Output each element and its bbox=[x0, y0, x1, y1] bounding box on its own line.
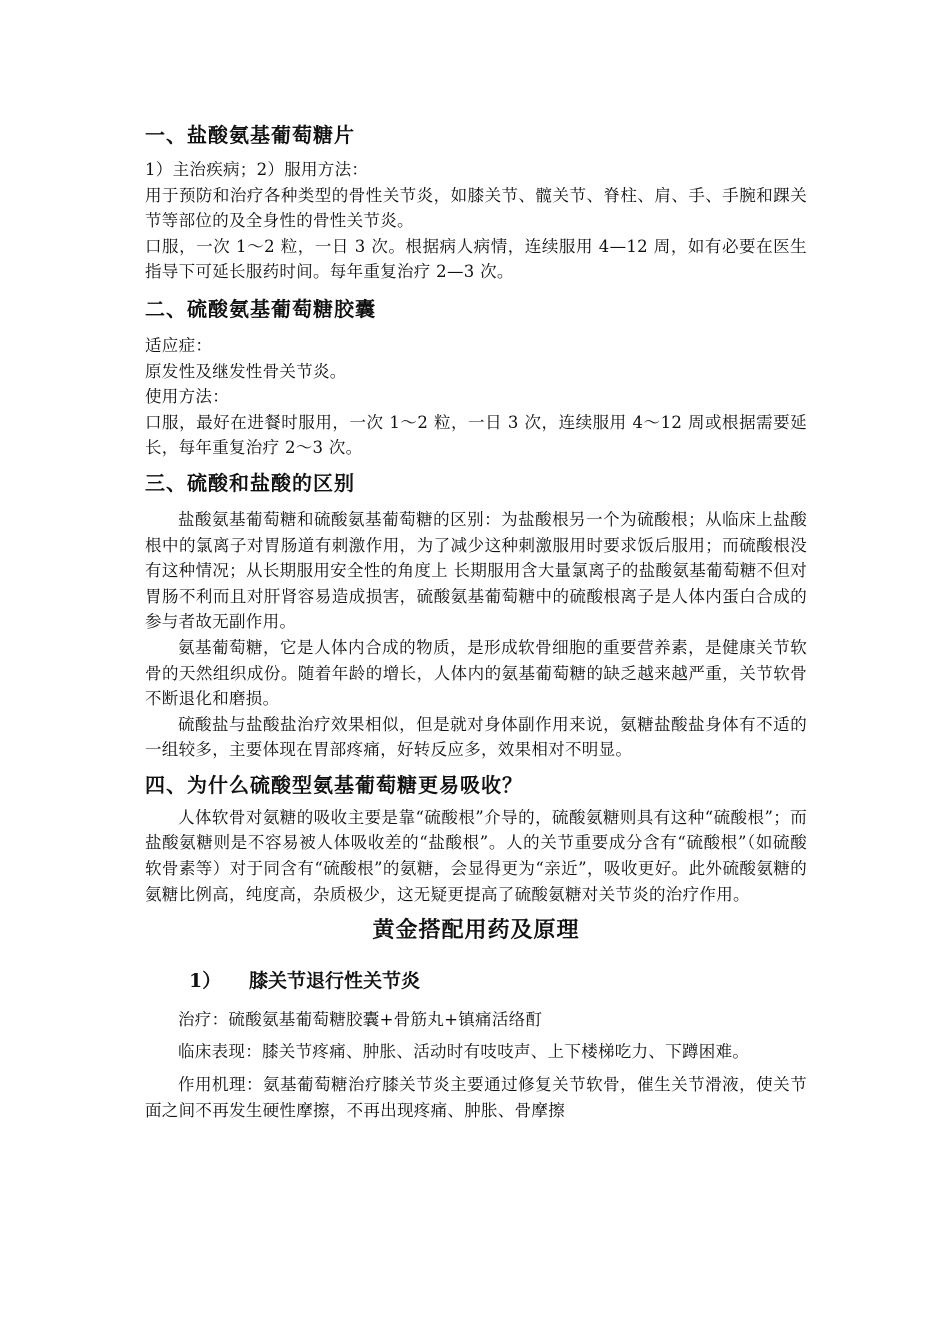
section-5-title: 黄金搭配用药及原理 bbox=[372, 917, 580, 944]
section-2-indication: 原发性及继发性骨关节炎。 bbox=[145, 361, 347, 381]
section-3-title: 三、硫酸和盐酸的区别 bbox=[145, 470, 355, 495]
section-2-title: 二、硫酸氨基葡萄糖胶囊 bbox=[145, 296, 376, 321]
section-1-para-1: 用于预防和治疗各种类型的骨性关节炎，如膝关节、髋关节、脊柱、肩、手、手腕和踝关节等部位的及全身性的骨性关节炎。 bbox=[145, 185, 807, 231]
section-4-para-1: 人体软骨对氨糖的吸收主要是靠“硫酸根”介导的，硫酸氨糖则具有这种“硫酸根”；而盐酸氨糖则是不容易被人体吸收差的“盐酸根”。人的关节重要成分含有“硫酸根”（如硫酸软骨素等）对于同含有“硫酸根”的氨糖，会显得更为“亲近”，吸收更好。此外硫酸氨糖的氨糖比例高，纯度高，杂质极少，这无疑更提高了硫酸氨糖对关节炎的治疗作用。 bbox=[145, 807, 807, 904]
section-2-label-usage: 使用方法： bbox=[145, 387, 229, 407]
section-1-title: 一、盐酸氨基葡萄糖片 bbox=[145, 123, 355, 147]
subsection-number: 1） bbox=[189, 970, 222, 993]
section-2-usage: 口服，最好在进餐时服用，一次 1～2 粒，一日 3 次，连续服用 4～12 周或根据需要延长，每年重复治疗 2～3 次。 bbox=[145, 412, 807, 458]
mechanism-para: 作用机理：氨基葡萄糖治疗膝关节炎主要通过修复关节软骨，催生关节滑液，使关节面之间不再发生硬性摩擦，不再出现疼痛、肿胀、骨摩擦 bbox=[145, 1075, 807, 1121]
section-3-para-1: 盐酸氨基葡萄糖和硫酸氨基葡萄糖的区别：为盐酸根另一个为硫酸根；从临床上盐酸根中的氯离子对胃肠道有刺激作用，为了减少这种刺激服用时要求饭后服用；而硫酸根没有这种情况；从长期服用安全性的角度上 长期服用含大量氯离子的盐酸氨基葡萄糖不但对胃肠不利而且对肝肾容易造成损害，硫酸氨基葡萄糖中的硫酸根离子是人体内蛋白合成的参与者故无副作用。 bbox=[145, 509, 807, 632]
subsection-title: 膝关节退行性关节炎 bbox=[249, 970, 421, 993]
section-4-title: 四、为什么硫酸型氨基葡萄糖更易吸收？ bbox=[145, 772, 523, 797]
section-3-para-3: 硫酸盐与盐酸盐治疗效果相似，但是就对身体副作用来说，氨糖盐酸盐身体有不适的一组较多，主要体现在胃部疼痛，好转反应多，效果相对不明显。 bbox=[145, 714, 807, 760]
document-page bbox=[145, 0, 807, 1124]
treatment-line: 治疗：硫酸氨基葡萄糖胶囊+骨筋丸+镇痛活络酊 bbox=[178, 1010, 543, 1030]
clinical-para: 临床表现：膝关节疼痛、肿胀、活动时有吱吱声、上下楼梯吃力、下蹲困难。 bbox=[178, 1041, 750, 1061]
subsection-heading bbox=[145, 967, 807, 995]
section-1-para-2: 口服，一次 1～2 粒，一日 3 次。根据病人病情，连续服用 4—12 周，如有必要在医生指导下可延长服药时间。每年重复治疗 2—3 次。 bbox=[145, 236, 807, 282]
section-3-para-2: 氨基葡萄糖，它是人体内合成的物质，是形成软骨细胞的重要营养素，是健康关节软骨的天然组织成份。随着年龄的增长，人体内的氨基葡萄糖的缺乏越来越严重，关节软骨不断退化和磨损。 bbox=[145, 637, 807, 709]
section-2-label-indication: 适应症： bbox=[145, 335, 213, 355]
section-1-subline: 1）主治疾病；2）服用方法： bbox=[145, 160, 369, 179]
